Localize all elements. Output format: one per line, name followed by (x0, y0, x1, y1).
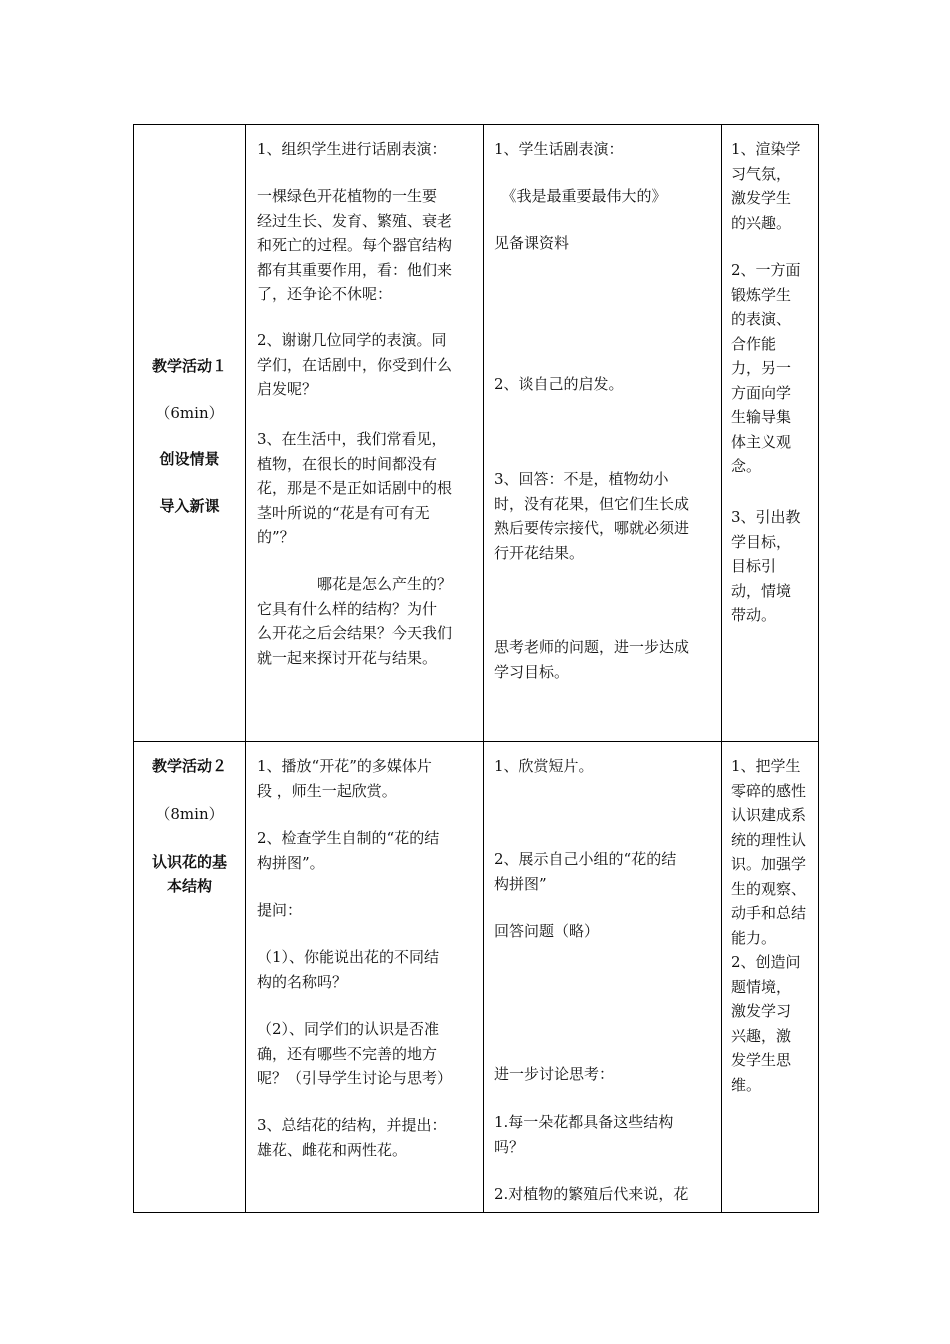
stage-time: （6min） (155, 404, 224, 422)
table-row-activity-1 (134, 125, 819, 742)
teacher-paragraph: 提问： (257, 901, 303, 919)
stage-subtitle: 创设情景 (159, 450, 220, 468)
teacher-paragraph: 2、检查学生自制的“花的结 构拼图”。 (257, 829, 440, 872)
teacher-activity-cell (246, 125, 484, 742)
teacher-activity-cell (246, 742, 484, 1213)
stage-subtitle: 本结构 (166, 877, 212, 895)
student-paragraph: 1、学生话剧表演： (494, 140, 624, 158)
teacher-paragraph: 1、播放“开花”的多媒体片 段 ，师生一起欣赏。 (257, 757, 432, 800)
student-activity-cell (484, 742, 722, 1213)
stage-title: 教学活动２ (151, 757, 227, 775)
student-paragraph: 1.每一朵花都具备这些结构 吗？ (494, 1113, 674, 1156)
stage-time: （8min） (155, 805, 224, 823)
intent-paragraph: 2、一方面 锻炼学生 的表演、 合作能 力，另一 方面向学 生输导集 体主义观 念。 (731, 261, 801, 475)
student-paragraph: 1、欣赏短片。 (494, 757, 594, 775)
student-paragraph: 3、回答：不是，植物幼小 时，没有花果，但它们生长成 熟后要传宗接代，哪就必须进 行开花结果。 (494, 470, 690, 562)
stage-subtitle: 导入新课 (159, 497, 220, 515)
student-paragraph: 见备课资料 (494, 234, 570, 252)
teacher-paragraph: 3、总结花的结构，并提出： 雄花、雌花和两性花。 (257, 1116, 447, 1159)
design-intent-cell (722, 742, 819, 1213)
intent-paragraph: 1、渲染学 习气氛， 激发学生 的兴趣。 (731, 140, 801, 232)
teacher-paragraph: （1）、你能说出花的不同结 构的名称吗？ (257, 948, 440, 991)
stage-cell (134, 742, 246, 1213)
teacher-paragraph: 一棵绿色开花植物的一生要 经过生长、发育、繁殖、衰老 和死亡的过程。每个器官结构 都有其重要作用，看：他们来 了，还争论不休呢： (257, 187, 453, 303)
teacher-paragraph: 1、组织学生进行话剧表演： (257, 140, 447, 158)
student-paragraph: 回答问题（略） (494, 922, 600, 940)
teacher-paragraph: （2）、同学们的认识是否准 确，还有哪些不完善的地方 呢？（引导学生讨论与思考） (257, 1020, 453, 1087)
student-paragraph: 2、谈自己的启发。 (494, 375, 624, 393)
stage-cell (134, 125, 246, 742)
stage-title: 教学活动１ (151, 357, 227, 375)
intent-paragraph: 1、把学生 零碎的感性 认识建成系 统的理性认 识。加强学 生的观察、 动手和总结 能力。 2、创造问 题情境， 激发学习 兴趣，激 发学生思 维。 (731, 757, 807, 1094)
student-paragraph: 《我是最重要最伟大的》 (494, 187, 667, 205)
student-paragraph: 2、展示自己小组的“花的结 构拼图” (494, 850, 677, 893)
student-paragraph: 进一步讨论思考： (494, 1065, 615, 1083)
design-intent-cell (722, 125, 819, 742)
teacher-paragraph: 哪花是怎么产生的？ 它具有什么样的结构？为什 么开花之后会结果？今天我们 就一起来探讨开花与结果。 (257, 575, 453, 667)
stage-subtitle: 认识花的基 (151, 853, 227, 871)
student-paragraph: 思考老师的问题，进一步达成 学习目标。 (494, 638, 690, 681)
teacher-paragraph: 2、谢谢几位同学的表演。同 学们，在话剧中，你受到什么 启发呢？ (257, 331, 453, 398)
student-paragraph: 2.对植物的繁殖后代来说，花 (494, 1185, 689, 1203)
table-row-activity-2 (134, 742, 819, 1213)
lesson-plan-table (133, 124, 819, 1213)
teacher-paragraph: 3、在生活中，我们常看见， 植物，在很长的时间都没有 花，那是不是正如话剧中的根 茎叶所说的“花是有可有无 的”？ (257, 430, 453, 546)
intent-paragraph: 3、引出教 学目标， 目标引 动，情境 带动。 (731, 508, 801, 624)
student-activity-cell (484, 125, 722, 742)
